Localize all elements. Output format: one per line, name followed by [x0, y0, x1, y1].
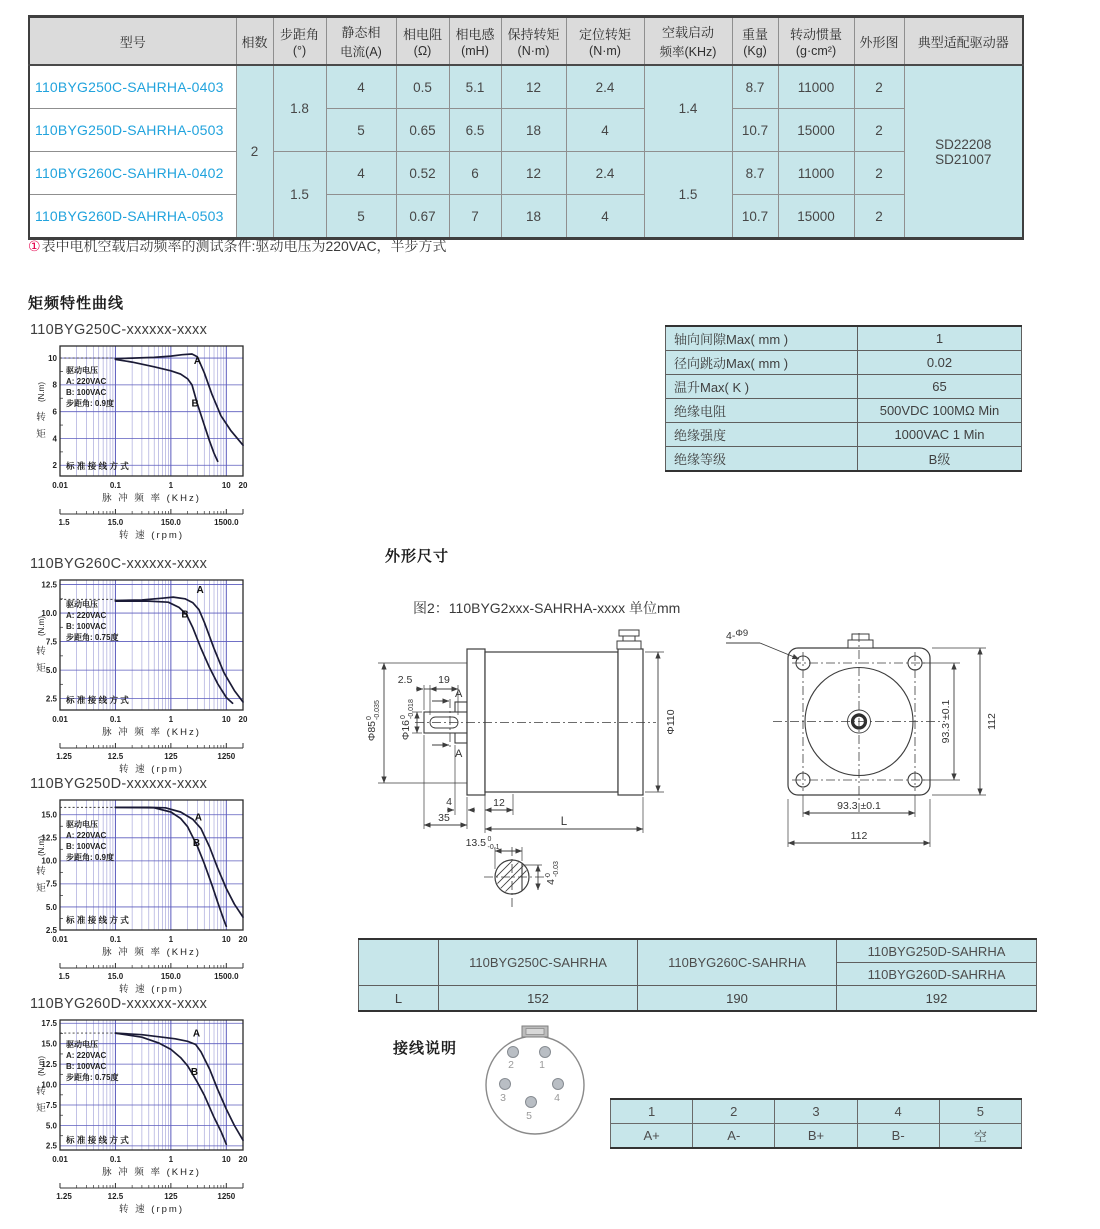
svg-text:(N.m): (N.m)	[37, 1056, 46, 1076]
svg-text:脉 冲 频 率 (KHz): 脉 冲 频 率 (KHz)	[102, 1167, 201, 1178]
spec-table	[28, 15, 1024, 240]
svg-text:8: 8	[52, 380, 57, 390]
dim-13-5: 13.5	[465, 837, 486, 849]
pin-number: 1	[611, 1099, 693, 1124]
table-row	[611, 1099, 1022, 1124]
svg-text:标 准 接 线 方 式: 标 准 接 线 方 式	[66, 1135, 129, 1145]
svg-text:B: 100VAC: B: 100VAC	[66, 842, 107, 851]
start-frequency-cell: 1.4	[644, 65, 732, 152]
corner-cell	[359, 939, 439, 986]
col-header-weight: 重量 (Kg)	[732, 17, 778, 66]
pin-5	[526, 1097, 537, 1108]
svg-text:驱动电压: 驱动电压	[66, 820, 98, 829]
svg-text:12.5: 12.5	[107, 1192, 124, 1201]
svg-text:转 速 (rpm): 转 速 (rpm)	[119, 764, 184, 775]
col-header-detent-torque: 定位转矩 (N·m)	[566, 17, 644, 66]
col-header-inertia: 转动惯量 (g·cm²)	[778, 17, 854, 66]
col-header-outline: 外形图	[854, 17, 904, 66]
driver-line2: SD21007	[935, 151, 992, 167]
weight-cell: 10.7	[732, 195, 778, 239]
pin-signal: A+	[611, 1124, 693, 1149]
svg-text:A: 220VAC: A: 220VAC	[66, 1051, 107, 1060]
detent-torque-cell: 4	[566, 195, 644, 239]
table-row	[666, 326, 1022, 351]
holding-torque-cell: 12	[501, 152, 566, 195]
param-value: 500VDC 100MΩ Min	[858, 399, 1022, 423]
svg-text:6: 6	[52, 407, 57, 417]
svg-text:1.5: 1.5	[58, 518, 70, 527]
svg-text:7.5: 7.5	[45, 879, 57, 889]
table-row	[29, 109, 1023, 152]
dim-phi16-sub: -0.018	[408, 699, 415, 719]
dim-phi16-sup: 0	[400, 715, 407, 719]
svg-text:转 速 (rpm): 转 速 (rpm)	[119, 1204, 184, 1215]
holes-sup: Φ9	[735, 628, 749, 639]
svg-text:0.1: 0.1	[109, 715, 121, 724]
pin-number: 4	[857, 1099, 939, 1124]
dim-phi110: Φ110	[665, 709, 677, 735]
svg-text:B: 100VAC: B: 100VAC	[66, 622, 107, 631]
pin-2-label: 2	[508, 1059, 514, 1071]
table-row	[29, 195, 1023, 239]
table-row	[666, 423, 1022, 447]
param-value: 1000VAC 1 Min	[858, 423, 1022, 447]
svg-text:10.0: 10.0	[41, 608, 57, 618]
svg-text:2.5: 2.5	[45, 925, 57, 935]
svg-text:B: B	[191, 398, 199, 410]
note-mark: ①	[28, 238, 41, 254]
step-angle-cell: 1.5	[273, 152, 326, 239]
svg-text:150.0: 150.0	[160, 972, 181, 981]
inductance-cell: 6	[449, 152, 501, 195]
svg-text:10: 10	[221, 1155, 231, 1164]
svg-text:10: 10	[221, 715, 231, 724]
dim-13-5-sup: 0	[487, 836, 492, 843]
section-title-torque-curves: 矩频特性曲线	[28, 295, 125, 312]
svg-text:0.01: 0.01	[52, 481, 68, 490]
svg-text:矩: 矩	[36, 429, 46, 440]
inductance-cell: 7	[449, 195, 501, 239]
start-frequency-cell: 1.5	[644, 152, 732, 239]
table-row	[666, 399, 1022, 423]
inductance-cell: 6.5	[449, 109, 501, 152]
torque-frequency-chart	[30, 340, 267, 545]
dim-mounting-holes	[726, 628, 748, 642]
pin-number: 5	[939, 1099, 1021, 1124]
svg-text:0.1: 0.1	[109, 1155, 121, 1164]
inertia-cell: 15000	[778, 109, 854, 152]
svg-text:2.5: 2.5	[45, 1141, 57, 1151]
svg-text:A: A	[194, 812, 203, 824]
model-cell: 110BYG260D-SAHRHA-0503	[29, 195, 236, 239]
model-cell: 110BYG260C-SAHRHA-0402	[29, 152, 236, 195]
pin-4	[553, 1079, 564, 1090]
svg-text:20: 20	[238, 481, 248, 490]
connector-diagram	[478, 1022, 596, 1136]
outline-drawing	[360, 615, 1045, 935]
step-angle-cell: 1.8	[273, 65, 326, 152]
svg-text:5.0: 5.0	[45, 902, 57, 912]
svg-text:B: B	[192, 838, 201, 850]
svg-text:步距角: 0.75度: 步距角: 0.75度	[66, 633, 119, 642]
row-label-L: L	[359, 986, 439, 1012]
svg-text:A: 220VAC: A: 220VAC	[66, 831, 107, 840]
col-header-resistance: 相电阻 (Ω)	[396, 17, 449, 66]
svg-text:12.5: 12.5	[41, 833, 57, 843]
svg-text:矩: 矩	[36, 663, 46, 674]
svg-text:20: 20	[238, 1155, 248, 1164]
inductance-cell: 5.1	[449, 65, 501, 109]
chart-title: 110BYG250C-xxxxxx-xxxx	[30, 322, 208, 338]
svg-text:10: 10	[221, 935, 231, 944]
svg-text:标 准 接 线 方 式: 标 准 接 线 方 式	[66, 695, 129, 705]
section-label-a: A	[455, 748, 463, 760]
parameters-table	[665, 325, 1022, 472]
inertia-cell: 11000	[778, 65, 854, 109]
svg-text:脉 冲 频 率 (KHz): 脉 冲 频 率 (KHz)	[102, 947, 201, 958]
param-value: B级	[858, 447, 1022, 472]
svg-text:1.5: 1.5	[58, 972, 70, 981]
svg-text:A: A	[193, 356, 202, 368]
svg-text:转: 转	[36, 866, 46, 877]
model-col-header: 110BYG250D-SAHRHA	[837, 939, 1037, 963]
current-cell: 4	[326, 152, 396, 195]
holes-main: 4-	[726, 630, 736, 642]
length-value: 190	[638, 986, 837, 1012]
pin-number: 3	[775, 1099, 857, 1124]
pin-signal: B-	[857, 1124, 939, 1149]
svg-text:5.0: 5.0	[45, 665, 57, 675]
outline-cell: 2	[854, 65, 904, 109]
param-label: 轴向间隙Max( mm )	[666, 326, 858, 351]
svg-text:10: 10	[48, 353, 57, 363]
col-header-phases: 相数	[236, 17, 273, 66]
detent-torque-cell: 4	[566, 109, 644, 152]
dim-13-5-sub: -0.1	[487, 844, 500, 851]
svg-text:B: B	[190, 1066, 199, 1078]
svg-text:10.0: 10.0	[41, 1080, 57, 1090]
table-row	[666, 351, 1022, 375]
svg-text:矩: 矩	[36, 1103, 46, 1114]
svg-text:脉 冲 频 率 (KHz): 脉 冲 频 率 (KHz)	[102, 727, 201, 738]
chart-title: 110BYG260C-xxxxxx-xxxx	[30, 556, 208, 572]
weight-cell: 8.7	[732, 152, 778, 195]
svg-text:150.0: 150.0	[160, 518, 181, 527]
svg-text:驱动电压: 驱动电压	[66, 366, 98, 375]
chart-title: 110BYG260D-xxxxxx-xxxx	[30, 996, 208, 1012]
dim-35: 35	[438, 812, 450, 824]
col-header-model: 型号	[29, 17, 236, 66]
pin-1	[540, 1047, 551, 1058]
svg-text:7.5: 7.5	[45, 1100, 57, 1110]
resistance-cell: 0.67	[396, 195, 449, 239]
svg-text:矩: 矩	[36, 883, 46, 894]
dim-4: 4	[446, 796, 452, 808]
svg-text:15.0: 15.0	[41, 1039, 57, 1049]
detent-torque-cell: 2.4	[566, 65, 644, 109]
svg-text:125: 125	[164, 1192, 178, 1201]
footnote	[28, 236, 447, 256]
svg-text:转: 转	[36, 646, 46, 657]
current-cell: 5	[326, 195, 396, 239]
svg-text:12.5: 12.5	[41, 1059, 57, 1069]
holding-torque-cell: 18	[501, 195, 566, 239]
torque-frequency-chart	[30, 1014, 267, 1219]
table-row	[666, 375, 1022, 399]
param-value: 0.02	[858, 351, 1022, 375]
svg-text:4: 4	[52, 434, 57, 444]
dim-19: 19	[438, 674, 450, 686]
dim-93-3-horizontal: 93.3 ±0.1	[837, 800, 881, 812]
svg-text:1: 1	[168, 1155, 174, 1164]
holding-torque-cell: 12	[501, 65, 566, 109]
col-header-holding-torque: 保持转矩 (N·m)	[501, 17, 566, 66]
svg-text:0.01: 0.01	[52, 715, 68, 724]
driver-cell	[904, 65, 1023, 239]
dim-keyway-4: 4	[545, 879, 557, 885]
svg-text:12.5: 12.5	[107, 752, 124, 761]
svg-text:转 速 (rpm): 转 速 (rpm)	[119, 984, 184, 995]
svg-text:步距角: 0.9度: 步距角: 0.9度	[66, 853, 115, 862]
table-row	[359, 939, 1037, 963]
svg-text:(N.m): (N.m)	[37, 616, 46, 636]
detent-torque-cell: 2.4	[566, 152, 644, 195]
svg-text:1: 1	[168, 715, 174, 724]
section-label-a: A	[455, 688, 463, 700]
dim-phi85: Φ85	[366, 721, 378, 742]
svg-text:2.5: 2.5	[45, 694, 57, 704]
svg-text:20: 20	[238, 715, 248, 724]
length-value: 152	[439, 986, 638, 1012]
outline-cell: 2	[854, 109, 904, 152]
current-cell: 4	[326, 65, 396, 109]
svg-text:驱动电压: 驱动电压	[66, 1040, 98, 1049]
svg-text:A: A	[192, 1028, 201, 1040]
outline-cell: 2	[854, 152, 904, 195]
pin-4-label: 4	[554, 1092, 560, 1104]
svg-text:步距角: 0.9度: 步距角: 0.9度	[66, 399, 115, 408]
chart-block-260D	[30, 996, 270, 1219]
inertia-cell: 15000	[778, 195, 854, 239]
svg-text:1.25: 1.25	[56, 752, 72, 761]
side-view	[378, 630, 664, 913]
svg-text:1500.0: 1500.0	[214, 972, 239, 981]
svg-text:1.25: 1.25	[56, 1192, 72, 1201]
svg-text:1: 1	[168, 935, 174, 944]
model-col-header: 110BYG260D-SAHRHA	[837, 963, 1037, 986]
length-value: 192	[837, 986, 1037, 1012]
pin-5-label: 5	[526, 1110, 532, 1122]
svg-text:5.0: 5.0	[45, 1121, 57, 1131]
torque-frequency-chart	[30, 574, 267, 779]
col-header-inductance: 相电感 (mH)	[449, 17, 501, 66]
torque-frequency-chart	[30, 794, 267, 999]
pin-number: 2	[693, 1099, 775, 1124]
svg-text:1250: 1250	[217, 752, 236, 761]
model-col-header: 110BYG250C-SAHRHA	[439, 939, 638, 986]
svg-text:B: B	[181, 609, 189, 621]
svg-text:125: 125	[164, 752, 178, 761]
pin-signal: A-	[693, 1124, 775, 1149]
model-cell: 110BYG250D-SAHRHA-0503	[29, 109, 236, 152]
resistance-cell: 0.65	[396, 109, 449, 152]
dim-112-vertical: 112	[986, 713, 998, 730]
model-cell: 110BYG250C-SAHRHA-0403	[29, 65, 236, 109]
svg-text:0.1: 0.1	[109, 935, 121, 944]
dim-phi16: Φ16	[400, 720, 412, 741]
holding-torque-cell: 18	[501, 109, 566, 152]
param-label: 绝缘强度	[666, 423, 858, 447]
inertia-cell: 11000	[778, 152, 854, 195]
param-label: 温升Max( K )	[666, 375, 858, 399]
spec-header-row	[29, 17, 1023, 66]
table-row	[666, 447, 1022, 472]
svg-text:15.0: 15.0	[41, 810, 57, 820]
dim-phi85-sub: -0.035	[374, 700, 381, 720]
svg-text:0.1: 0.1	[109, 481, 121, 490]
svg-text:20: 20	[238, 935, 248, 944]
pin-3-label: 3	[500, 1092, 506, 1104]
model-col-header: 110BYG260C-SAHRHA	[638, 939, 837, 986]
svg-text:转: 转	[36, 412, 46, 423]
table-row	[359, 986, 1037, 1012]
svg-text:标 准 接 线 方 式: 标 准 接 线 方 式	[66, 461, 129, 471]
svg-text:10.0: 10.0	[41, 856, 57, 866]
pin-assignment-table	[610, 1098, 1022, 1149]
svg-text:15.0: 15.0	[107, 518, 124, 527]
dim-2-5: 2.5	[397, 674, 413, 686]
chart-block-250C	[30, 322, 270, 545]
current-cell: 5	[326, 109, 396, 152]
svg-text:B: 100VAC: B: 100VAC	[66, 388, 107, 397]
dim-93-3-vertical: 93.3 ±0.1	[940, 699, 952, 744]
param-value: 1	[858, 326, 1022, 351]
svg-text:1: 1	[168, 481, 174, 490]
svg-text:标 准 接 线 方 式: 标 准 接 线 方 式	[66, 915, 129, 925]
length-table	[358, 938, 1037, 1012]
section-title-dimensions: 外形尺寸	[385, 548, 450, 565]
svg-text:12.5: 12.5	[41, 580, 57, 590]
svg-text:转: 转	[36, 1086, 46, 1097]
dim-12: 12	[493, 797, 505, 809]
dim-keyway-sup: 0	[545, 873, 552, 877]
pin-3	[500, 1079, 511, 1090]
svg-text:1250: 1250	[217, 1192, 236, 1201]
svg-text:B: 100VAC: B: 100VAC	[66, 1062, 107, 1071]
col-header-current: 静态相 电流(A)	[326, 17, 396, 66]
chart-block-250D	[30, 776, 270, 999]
driver-line1: SD22208	[935, 136, 992, 152]
param-label: 径向跳动Max( mm )	[666, 351, 858, 375]
outline-cell: 2	[854, 195, 904, 239]
svg-text:17.5: 17.5	[41, 1019, 57, 1029]
svg-text:0.01: 0.01	[52, 1155, 68, 1164]
svg-text:10: 10	[221, 481, 231, 490]
svg-text:转 速 (rpm): 转 速 (rpm)	[119, 530, 184, 541]
svg-text:(N.m): (N.m)	[37, 836, 46, 856]
col-header-start-frequency: 空载启动 频率(KHz)	[644, 17, 732, 66]
svg-text:A: A	[196, 585, 204, 597]
table-row	[29, 65, 1023, 109]
weight-cell: 10.7	[732, 109, 778, 152]
figure-caption: 图2：110BYG2xxx-SAHRHA-xxxx 单位mm	[413, 600, 681, 616]
resistance-cell: 0.52	[396, 152, 449, 195]
svg-text:A: 220VAC: A: 220VAC	[66, 377, 107, 386]
svg-text:0.01: 0.01	[52, 935, 68, 944]
pin-signal: 空	[939, 1124, 1021, 1149]
phases-cell: 2	[236, 65, 273, 239]
table-row	[611, 1124, 1022, 1149]
weight-cell: 8.7	[732, 65, 778, 109]
section-title-wiring: 接线说明	[393, 1040, 458, 1057]
svg-text:步距角: 0.75度: 步距角: 0.75度	[66, 1073, 119, 1082]
dim-phi85-sup: 0	[366, 716, 373, 720]
svg-text:脉 冲 频 率 (KHz): 脉 冲 频 率 (KHz)	[102, 493, 201, 504]
note-text: 表中电机空载启动频率的测试条件:驱动电压为220VAC，半步方式	[41, 238, 447, 254]
dim-112-horizontal: 112	[850, 830, 868, 842]
svg-text:2: 2	[52, 461, 57, 471]
chart-block-260C	[30, 556, 270, 779]
svg-text:1500.0: 1500.0	[214, 518, 239, 527]
resistance-cell: 0.5	[396, 65, 449, 109]
param-label: 绝缘等级	[666, 447, 858, 472]
svg-text:7.5: 7.5	[45, 637, 57, 647]
pin-signal: B+	[775, 1124, 857, 1149]
dim-keyway-sub: -0.03	[553, 861, 560, 877]
param-label: 绝缘电阻	[666, 399, 858, 423]
pin-2	[508, 1047, 519, 1058]
table-row	[29, 152, 1023, 195]
col-header-driver: 典型适配驱动器	[904, 17, 1023, 66]
col-header-step-angle: 步距角 (°)	[273, 17, 326, 66]
svg-text:A: 220VAC: A: 220VAC	[66, 611, 107, 620]
pin-1-label: 1	[539, 1059, 545, 1071]
svg-text:(N.m): (N.m)	[37, 382, 46, 402]
chart-title: 110BYG250D-xxxxxx-xxxx	[30, 776, 208, 792]
param-value: 65	[858, 375, 1022, 399]
dim-L: L	[560, 816, 568, 828]
svg-text:驱动电压: 驱动电压	[66, 600, 98, 609]
svg-text:15.0: 15.0	[107, 972, 124, 981]
